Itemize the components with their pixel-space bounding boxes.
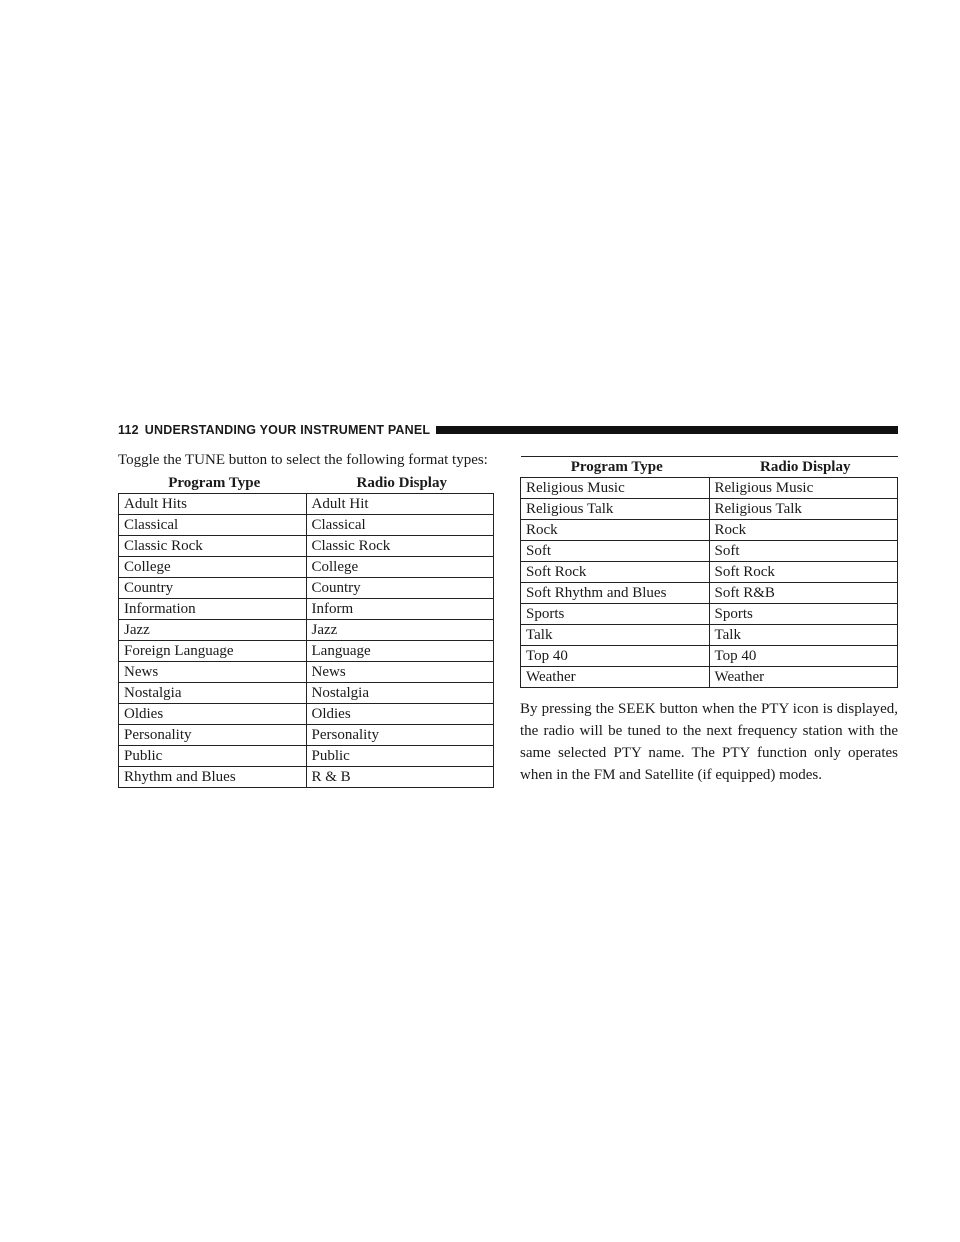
cell-radio-display: Soft R&B	[709, 583, 898, 604]
cell-program-type: Rhythm and Blues	[119, 767, 307, 788]
cell-program-type: College	[119, 557, 307, 578]
cell-program-type: News	[119, 662, 307, 683]
table-row	[521, 520, 898, 541]
cell-radio-display: Sports	[709, 604, 898, 625]
table-row	[119, 578, 494, 599]
table-row	[521, 583, 898, 604]
header-rule	[436, 426, 898, 434]
table-row	[521, 541, 898, 562]
cell-radio-display: Jazz	[306, 620, 494, 641]
table-row	[119, 746, 494, 767]
table-body-right	[521, 478, 898, 688]
table-row	[119, 599, 494, 620]
cell-radio-display: Adult Hit	[306, 494, 494, 515]
table-row	[119, 515, 494, 536]
cell-program-type: Sports	[521, 604, 710, 625]
page-number: 112	[118, 423, 139, 437]
seek-description-paragraph: By pressing the SEEK button when the PTY icon is displayed, the radio will be tuned to the next frequency station with the same selected PTY name. The PTY function only operates when in the FM and Satellite (if equipped) modes.	[520, 701, 898, 783]
cell-program-type: Classic Rock	[119, 536, 307, 557]
cell-program-type: Soft Rock	[521, 562, 710, 583]
cell-radio-display: Classic Rock	[306, 536, 494, 557]
cell-program-type: Weather	[521, 667, 710, 688]
cell-radio-display: R & B	[306, 767, 494, 788]
cell-program-type: Rock	[521, 520, 710, 541]
table-row	[119, 557, 494, 578]
cell-program-type: Oldies	[119, 704, 307, 725]
table-header-row	[119, 473, 494, 494]
cell-program-type: Classical	[119, 515, 307, 536]
cell-program-type: Nostalgia	[119, 683, 307, 704]
table-row	[521, 646, 898, 667]
column-header-program-type: Program Type	[119, 473, 307, 494]
cell-program-type: Country	[119, 578, 307, 599]
cell-radio-display: News	[306, 662, 494, 683]
cell-radio-display: Personality	[306, 725, 494, 746]
table-row	[119, 641, 494, 662]
cell-program-type: Adult Hits	[119, 494, 307, 515]
right-column	[520, 456, 898, 786]
column-header-program-type: Program Type	[521, 457, 710, 478]
table-row	[119, 620, 494, 641]
table-row	[521, 562, 898, 583]
program-type-table-left	[118, 473, 494, 788]
program-type-table-right	[520, 456, 898, 688]
cell-radio-display: Inform	[306, 599, 494, 620]
cell-radio-display: Nostalgia	[306, 683, 494, 704]
table-header-row	[521, 457, 898, 478]
table-row	[521, 604, 898, 625]
cell-radio-display: Soft	[709, 541, 898, 562]
cell-radio-display: Country	[306, 578, 494, 599]
cell-program-type: Personality	[119, 725, 307, 746]
intro-paragraph: Toggle the TUNE button to select the following format types:	[118, 452, 488, 468]
cell-program-type: Top 40	[521, 646, 710, 667]
cell-program-type: Foreign Language	[119, 641, 307, 662]
table-row	[521, 667, 898, 688]
cell-radio-display: Weather	[709, 667, 898, 688]
cell-program-type: Talk	[521, 625, 710, 646]
column-header-radio-display: Radio Display	[306, 473, 494, 494]
cell-radio-display: Rock	[709, 520, 898, 541]
table-row	[119, 704, 494, 725]
cell-program-type: Jazz	[119, 620, 307, 641]
cell-radio-display: Public	[306, 746, 494, 767]
table-row	[119, 725, 494, 746]
table-row	[119, 536, 494, 557]
cell-radio-display: Classical	[306, 515, 494, 536]
cell-program-type: Public	[119, 746, 307, 767]
cell-radio-display: Oldies	[306, 704, 494, 725]
table-row	[521, 478, 898, 499]
cell-program-type: Information	[119, 599, 307, 620]
table-row	[119, 662, 494, 683]
cell-radio-display: Language	[306, 641, 494, 662]
cell-radio-display: Top 40	[709, 646, 898, 667]
page-header	[118, 422, 898, 438]
cell-radio-display: Religious Talk	[709, 499, 898, 520]
section-title: UNDERSTANDING YOUR INSTRUMENT PANEL	[144, 423, 431, 437]
cell-radio-display: Talk	[709, 625, 898, 646]
table-body-left	[119, 494, 494, 788]
column-header-radio-display: Radio Display	[709, 457, 898, 478]
cell-radio-display: Religious Music	[709, 478, 898, 499]
left-column	[118, 449, 494, 788]
table-row	[119, 494, 494, 515]
cell-radio-display: College	[306, 557, 494, 578]
table-row	[521, 499, 898, 520]
cell-program-type: Soft	[521, 541, 710, 562]
cell-program-type: Religious Talk	[521, 499, 710, 520]
table-row	[521, 625, 898, 646]
cell-radio-display: Soft Rock	[709, 562, 898, 583]
table-row	[119, 767, 494, 788]
cell-program-type: Religious Music	[521, 478, 710, 499]
table-row	[119, 683, 494, 704]
cell-program-type: Soft Rhythm and Blues	[521, 583, 710, 604]
